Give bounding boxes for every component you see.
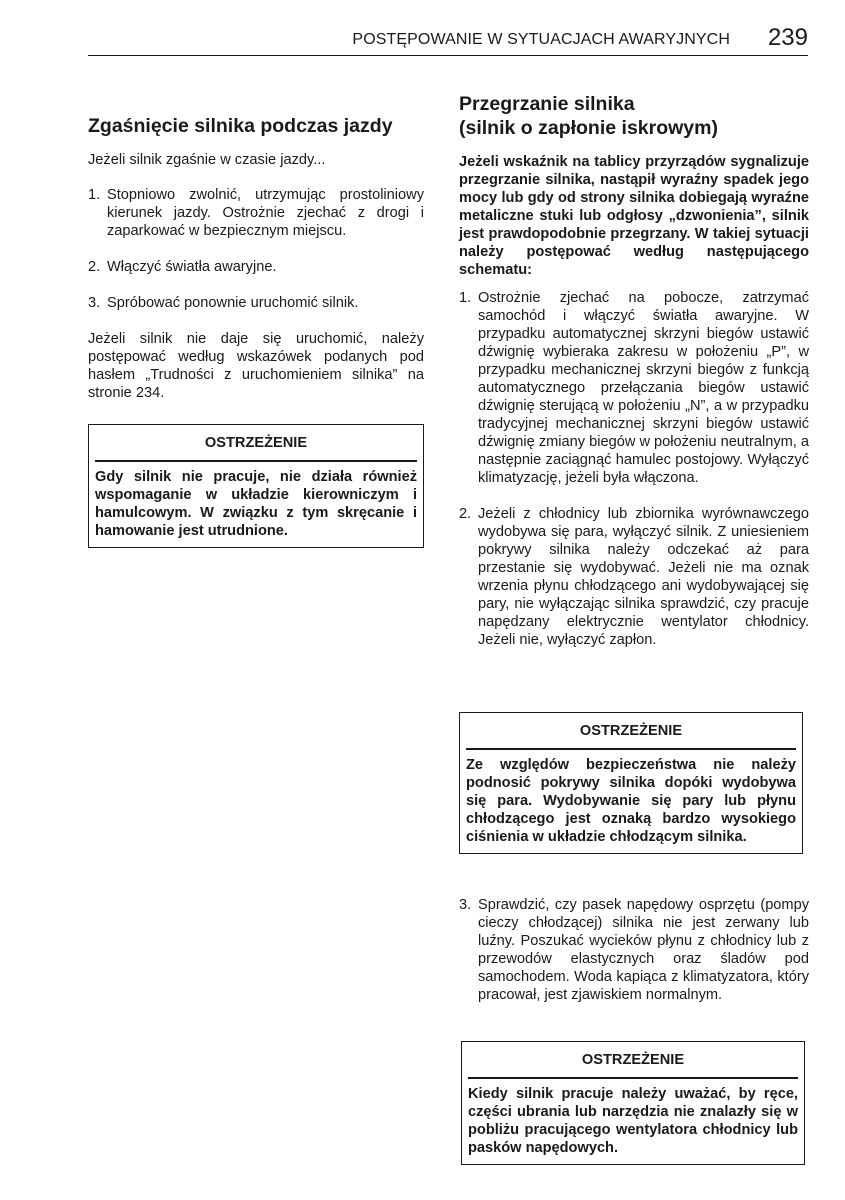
overheating-intro: Jeżeli wskaźnik na tablicy przyrządów sygnalizuje przegrzanie silnika, nastąpił wyraźny spadek jego mocy lub gdy od strony silnika dobiegają wyraźne metaliczne stuki lub odgłosy „dzwonienia”, silnik jest prawdopodobnie przegrzany. W takiej sytuacji należy postępować według następującego schematu: <box>459 154 809 278</box>
warning-text: Kiedy silnik pracuje należy uważać, by ręce, części ubrania lub narzędzia nie znalazły się w pobliżu pracującego wentylatora chłodnicy lub pasków napędowych. <box>468 1086 798 1156</box>
restart-note: Jeżeli silnik nie daje się uruchomić, należy postępować według wskazówek podanych pod hasłem „Trudności z uruchomieniem silnika” na stronie 234. <box>88 331 424 401</box>
list-item <box>88 186 424 240</box>
section-title: POSTĘPOWANIE W SYTUACJACH AWARYJNYCH <box>352 31 730 48</box>
list-item <box>459 896 809 1004</box>
warning-box-fan <box>461 1041 805 1165</box>
list-item-number: 1. <box>88 187 101 203</box>
list-item-text: Stopniowo zwolnić, utrzymując prostoliniowy kierunek jazdy. Ostrożnie zjechać z drogi i zaparkować w bezpiecznym miejscu. <box>107 187 424 239</box>
list-item-number: 3. <box>459 897 472 913</box>
list-item-number: 2. <box>459 506 472 522</box>
list-item-text: Spróbować ponownie uruchomić silnik. <box>107 295 359 311</box>
warning-text: Gdy silnik nie pracuje, nie działa również wspomaganie w układzie kierowniczym i hamulcowym. W związku z tym skręcanie i hamowanie jest utrudnione. <box>95 469 417 539</box>
overheating-steps-list-cont <box>459 896 809 1004</box>
overheating-steps-list <box>459 289 809 649</box>
list-item <box>459 505 809 649</box>
warning-title: OSTRZEŻENIE <box>581 1052 685 1068</box>
page-header <box>88 22 808 56</box>
list-item-text: Sprawdzić, czy pasek napędowy osprzętu (pompy cieczy chłodzącej) silnika nie jest zerwany lub luźny. Poszukać wycieków płynu z chłodnicy lub z przewodów elastycznych oraz śladów pod samochodem. Woda kapiąca z klimatyzatora, który pracował, jest zjawiskiem normalnym. <box>478 897 809 1003</box>
warning-title: OSTRZEŻENIE <box>579 723 683 739</box>
header-divider <box>88 55 808 56</box>
warning-box-steam <box>459 712 803 854</box>
warning-box <box>88 424 424 548</box>
warning-text: Ze względów bezpieczeństwa nie należy podnosić pokrywy silnika dopóki wydobywa się para. Wydobywanie się pary lub płynu chłodzącego jest oznaką bardzo wysokiego ciśnienia w układzie chłodzącym silnika. <box>466 757 796 845</box>
list-item <box>88 258 424 276</box>
list-item-number: 2. <box>88 259 101 275</box>
list-item <box>88 294 424 312</box>
stall-steps-list <box>88 186 424 312</box>
list-item-text: Jeżeli z chłodnicy lub zbiornika wyrównawczego wydobywa się para, wyłączyć silnik. Z uniesieniem pokrywy silnika należy odczekać aż para przestanie się wydobywać. Jeżeli nie ma oznak wrzenia płynu chłodzącego ani wydobywającej się pary, nie wyłączając silnika sprawdzić, czy pracuje napędzany elektrycznie wentylator chłodnicy. Jeżeli nie, wyłączyć zapłon. <box>478 506 809 648</box>
heading-overheating <box>459 92 809 140</box>
warning-title: OSTRZEŻENIE <box>204 435 308 451</box>
list-item-text: Ostrożnie zjechać na pobocze, zatrzymać samochód i włączyć światła awaryjne. W przypadku automatycznej skrzyni biegów ustawić dźwignię wybieraka zakresu w położeniu „P”, w przypadku mechanicznej skrzyni biegów z funkcją automatycznego przełączania biegów ustawić dźwignię sterującą w położeniu „N”, a w przypadku tradycyjnej mechanicznej skrzyni biegów ustawić dźwignię zmiany biegów w położeniu neutralnym, a następnie zaciągnąć hamulec postojowy. Wyłączyć klimatyzację, jeżeli była włączona. <box>478 290 809 486</box>
heading-overheating-line1: Przegrzanie silnika <box>459 93 635 115</box>
heading-overheating-line2: (silnik o zapłonie iskrowym) <box>459 117 718 139</box>
list-item-text: Włączyć światła awaryjne. <box>107 259 277 275</box>
list-item-number: 3. <box>88 295 101 311</box>
page-number: 239 <box>767 24 808 51</box>
intro-text: Jeżeli silnik zgaśnie w czasie jazdy... <box>88 152 326 168</box>
list-item-number: 1. <box>459 290 472 306</box>
list-item <box>459 289 809 487</box>
heading-engine-stall: Zgaśnięcie silnika podczas jazdy <box>88 115 393 137</box>
